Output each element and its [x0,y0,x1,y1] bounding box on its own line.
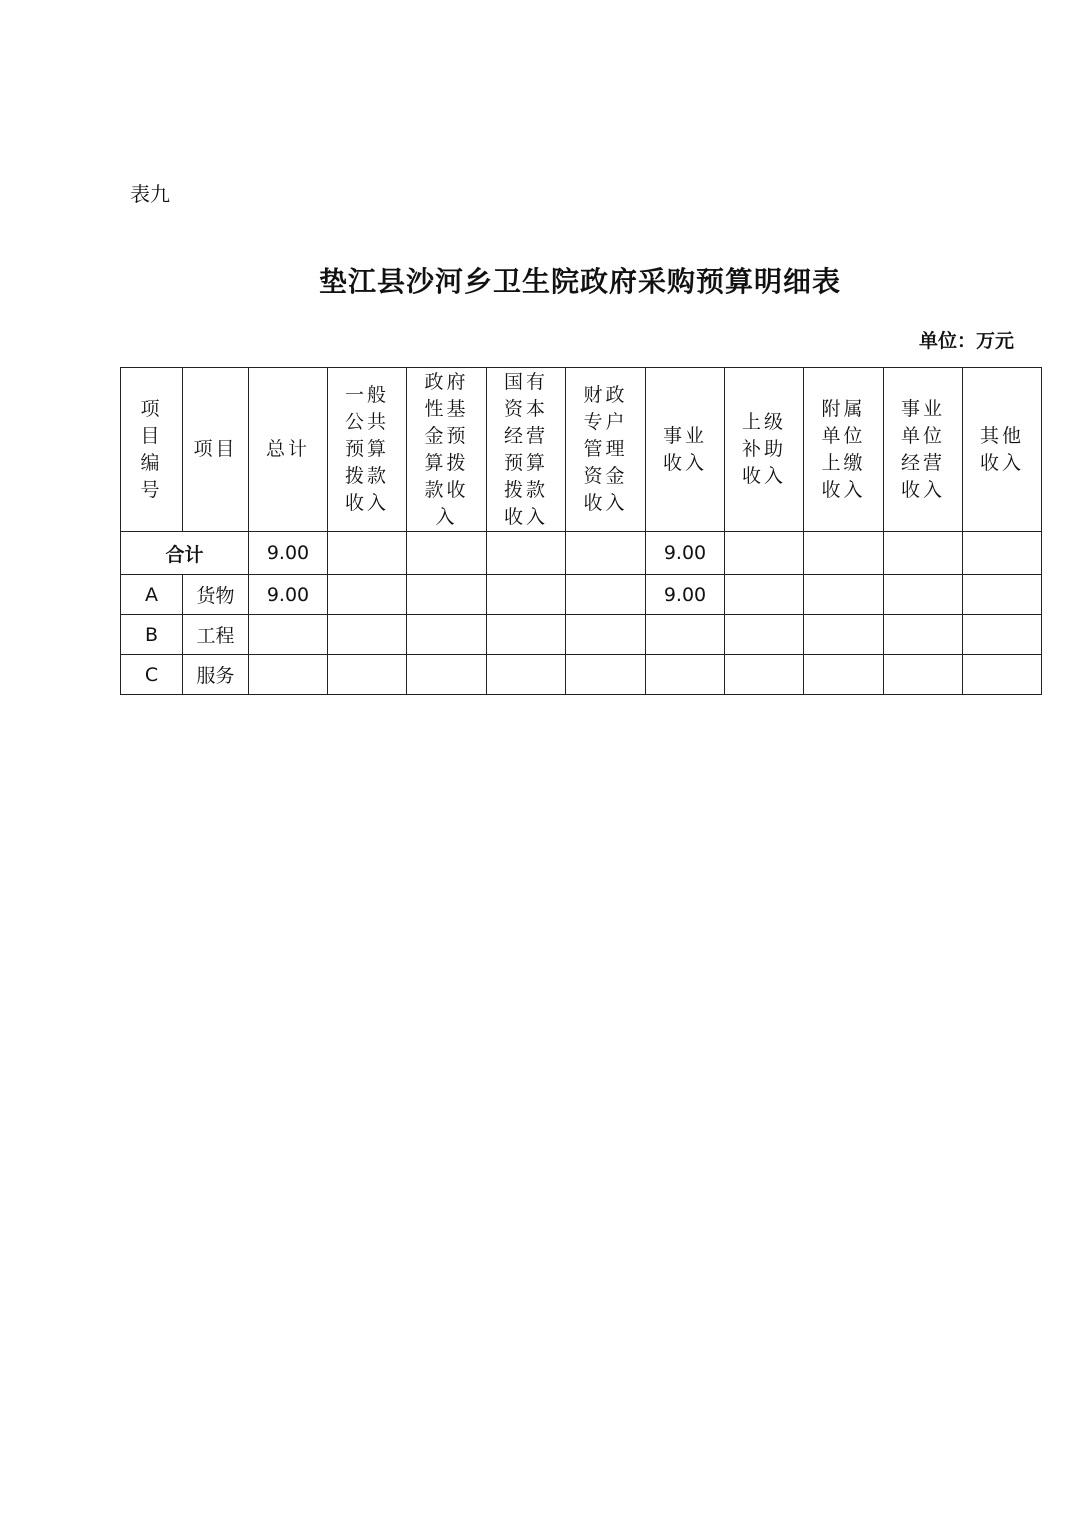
header-gov-fund: 政府 性基 金预 算拨 款收 入 [407,368,487,532]
row-cell [407,615,487,655]
table-number-label: 表九 [130,182,170,206]
header-business-income: 事业 收入 [646,368,725,532]
total-label: 合计 [121,532,249,575]
total-cell-state-capital [487,532,566,575]
header-total: 总计 [249,368,328,532]
row-item: 工程 [183,615,249,655]
row-cell [804,655,884,695]
total-row [121,532,1042,575]
row-item: 货物 [183,575,249,615]
row-cell [725,655,804,695]
row-business-income [646,615,725,655]
total-cell-general-budget [328,532,407,575]
total-cell-affiliated-income [804,532,884,575]
total-cell-other-income [963,532,1042,575]
total-cell-business-income: 9.00 [646,532,725,575]
total-cell-gov-fund [407,532,487,575]
row-cell [487,615,566,655]
header-state-capital: 国有 资本 经营 预算 拨款 收入 [487,368,566,532]
header-item-code: 项 目 编 号 [121,368,183,532]
unit-label: 单位：万元 [918,330,1014,352]
row-item: 服务 [183,655,249,695]
row-cell [884,655,963,695]
row-code: C [121,655,183,695]
table-row [121,655,1042,695]
row-cell [884,615,963,655]
header-business-unit-income: 事业 单位 经营 收入 [884,368,963,532]
header-general-budget: 一般 公共 预算 拨款 收入 [328,368,407,532]
table-row [121,575,1042,615]
row-cell [407,575,487,615]
row-code: B [121,615,183,655]
row-cell [566,615,646,655]
row-cell [963,655,1042,695]
header-other-income: 其他 收入 [963,368,1042,532]
header-row [121,368,1042,532]
total-cell-special-account [566,532,646,575]
row-business-income [646,655,725,695]
table-row [121,615,1042,655]
row-total [249,655,328,695]
row-cell [566,655,646,695]
row-business-income: 9.00 [646,575,725,615]
row-cell [566,575,646,615]
row-cell [407,655,487,695]
header-affiliated-income: 附属 单位 上缴 收入 [804,368,884,532]
total-cell-superior-subsidy [725,532,804,575]
row-cell [328,575,407,615]
page-title: 垫江县沙河乡卫生院政府采购预算明细表 [318,265,841,298]
row-cell [725,615,804,655]
total-cell-total: 9.00 [249,532,328,575]
row-cell [487,655,566,695]
row-total: 9.00 [249,575,328,615]
row-cell [963,575,1042,615]
procurement-budget-table [120,367,1042,695]
row-cell [884,575,963,615]
row-cell [328,615,407,655]
total-cell-business-unit-income [884,532,963,575]
row-cell [328,655,407,695]
row-cell [804,575,884,615]
row-cell [725,575,804,615]
header-superior-subsidy: 上级 补助 收入 [725,368,804,532]
row-cell [487,575,566,615]
header-special-account: 财政 专户 管理 资金 收入 [566,368,646,532]
row-code: A [121,575,183,615]
row-cell [963,615,1042,655]
row-total [249,615,328,655]
row-cell [804,615,884,655]
header-item: 项目 [183,368,249,532]
